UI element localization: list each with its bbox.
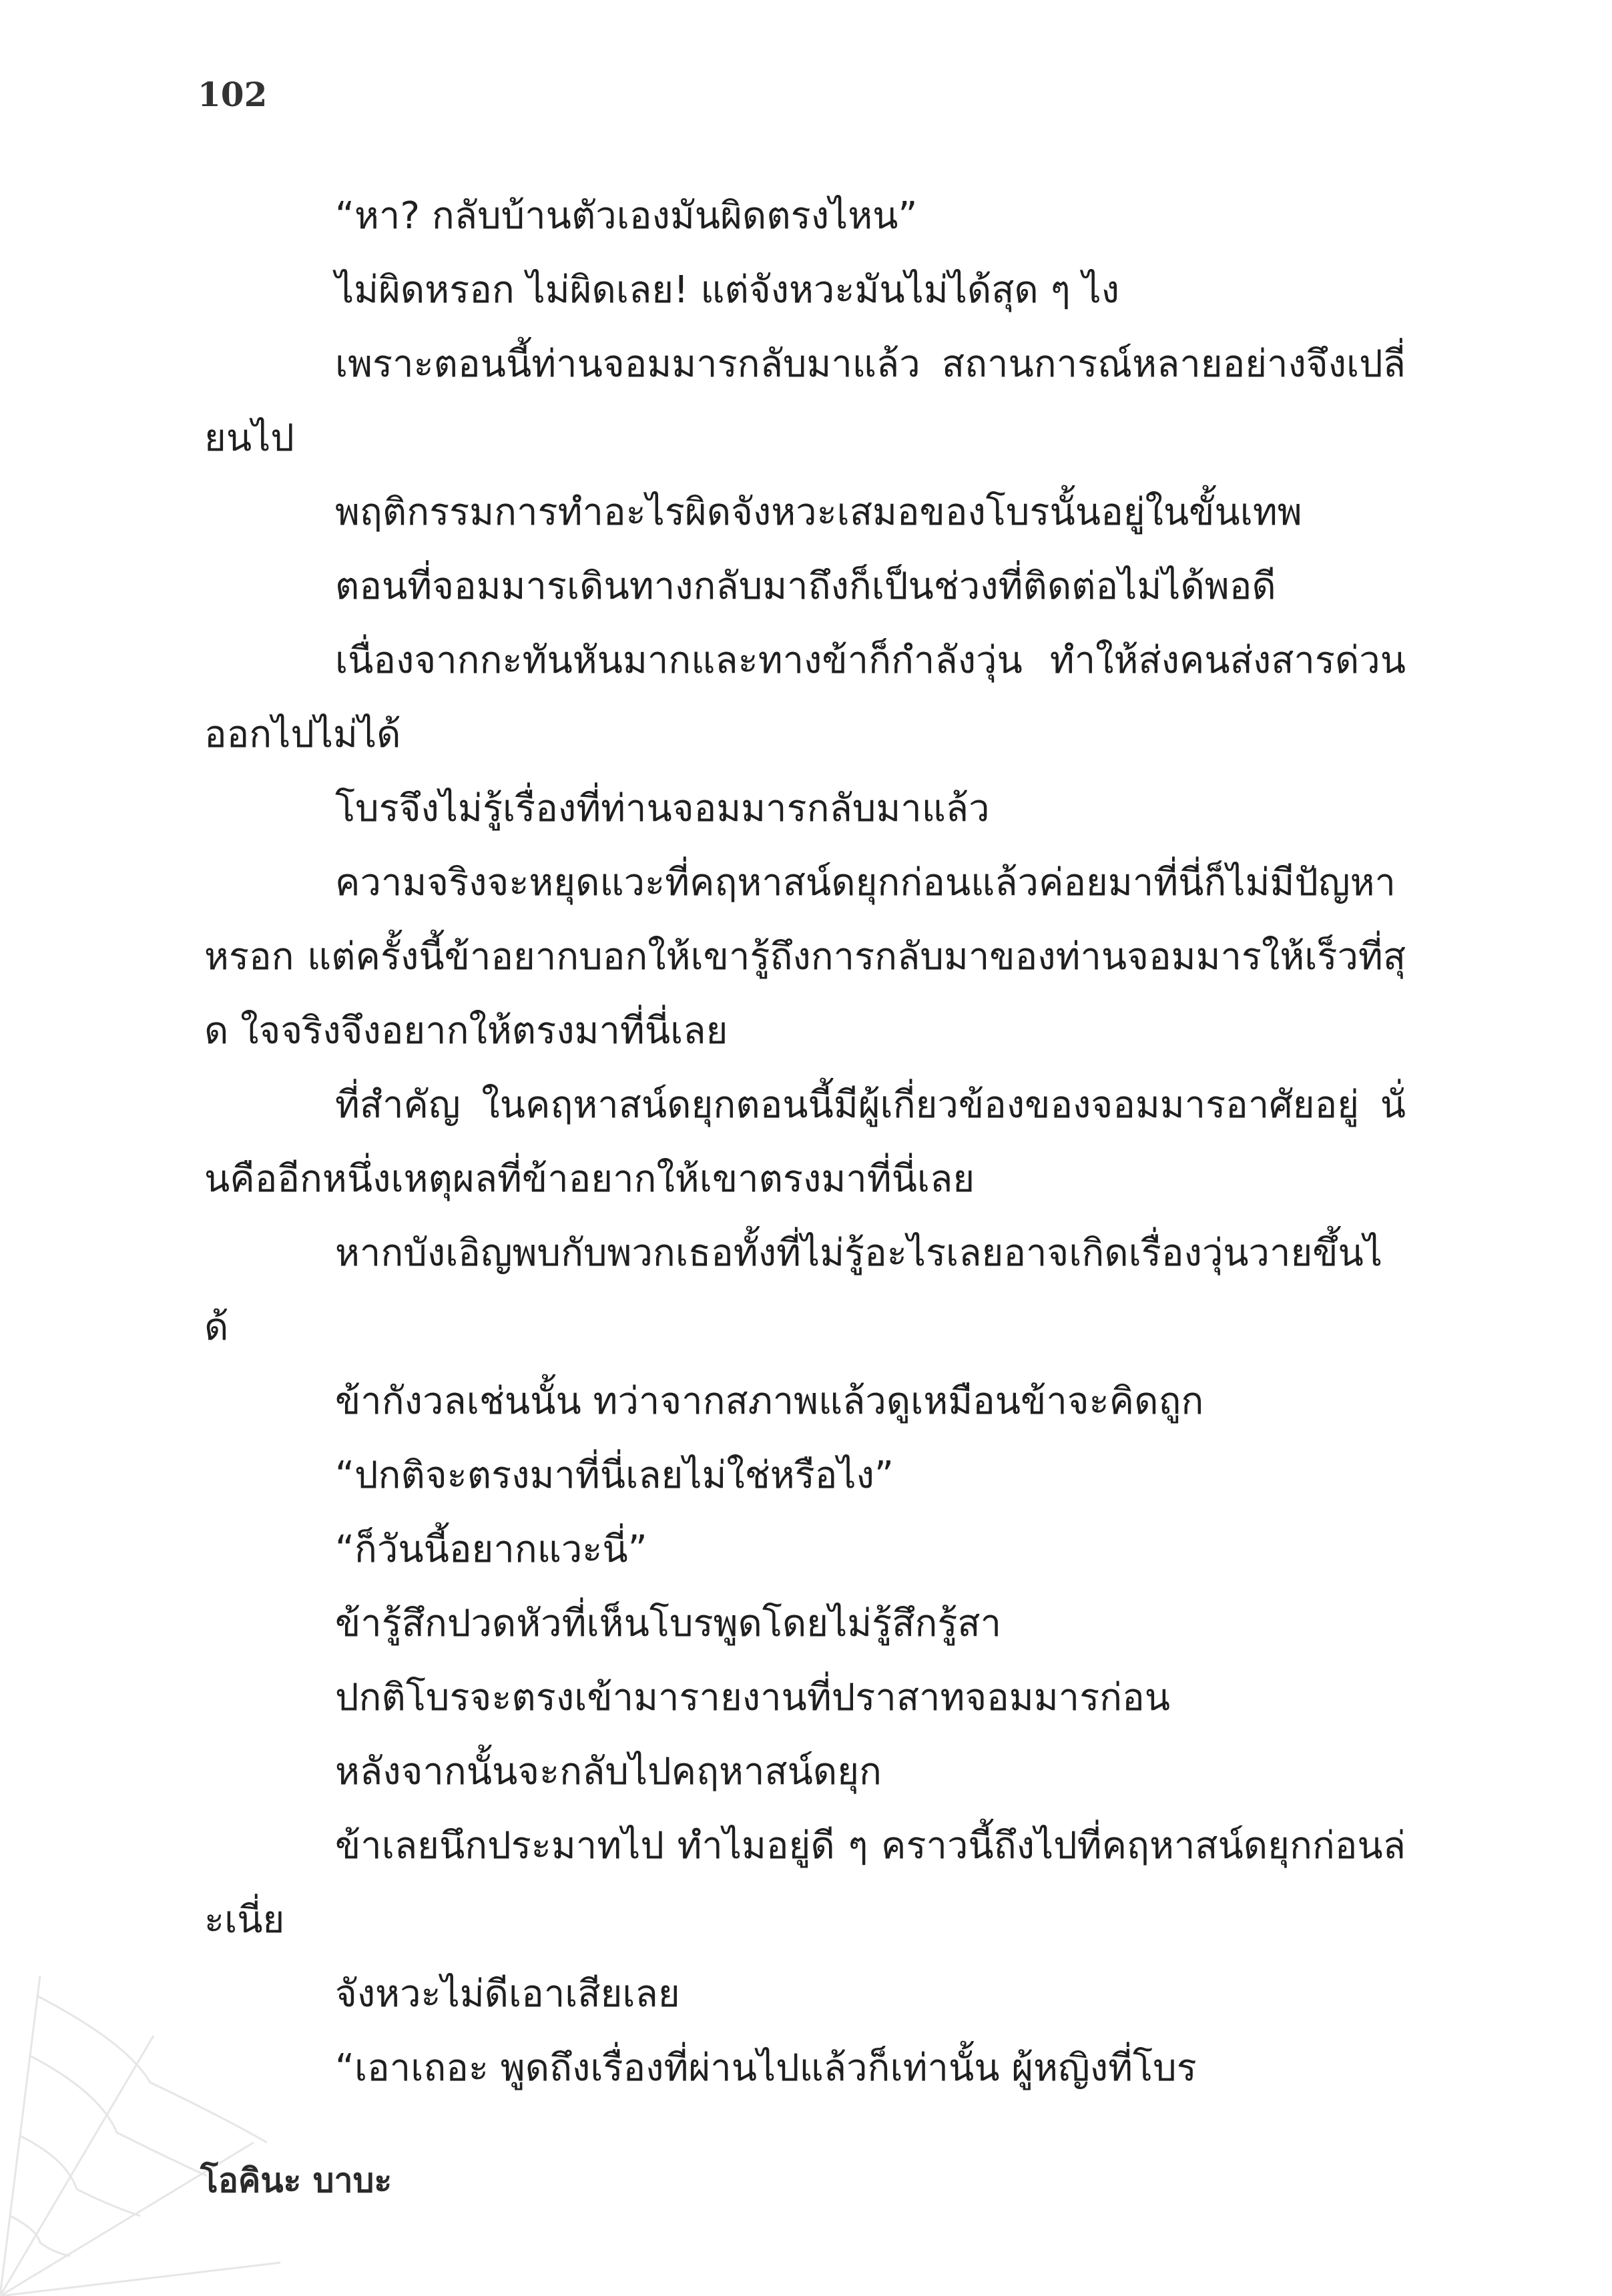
paragraph: “หา? กลับบ้านตัวเองมันผิดตรงไหน” [335,194,918,238]
paragraph: “เอาเถอะ พูดถึงเรื่องที่ผ่านไปแล้วก็เท่านั้น ผู้หญิงที่โบร [335,2046,1197,2090]
paragraph: โบรจึงไม่รู้เรื่องที่ท่านจอมมารกลับมาแล้ว [335,787,990,830]
paragraph: ข้ากังวลเช่นนั้น ทว่าจากสภาพแล้วดูเหมือนข้าจะคิดถูก [335,1380,1204,1423]
paragraph: ไม่ผิดหรอก ไม่ผิดเลย! แต่จังหวะมันไม่ได้สุด ๆ ไง [335,268,1119,312]
paragraph: “ปกติจะตรงมาที่นี่เลยไม่ใช่หรือไง” [335,1454,894,1497]
cobweb-decoration-icon [0,1976,280,2296]
paragraph: จังหวะไม่ดีเอาเสียเลย [335,1972,680,2016]
paragraph: ตอนที่จอมมารเดินทางกลับมาถึงก็เป็นช่วงที่ติดต่อไม่ได้พอดี [335,565,1276,608]
paragraph: ที่สำคัญ ในคฤหาสน์ดยุกตอนนี้มีผู้เกี่ยวข้องของจอมมารอาศัยอยู่ นั่นคืออีกหนึ่งเหตุผลที่ข้าอยากให้เขาตรงมาที่นี่เลย [204,1083,1406,1201]
paragraph: เพราะตอนนี้ท่านจอมมารกลับมาแล้ว สถานการณ์หลายอย่างจึงเปลี่ยนไป [204,342,1406,460]
paragraph: ข้าเลยนึกประมาทไป ทำไมอยู่ดี ๆ คราวนี้ถึงไปที่คฤหาสน์ดยุกก่อนล่ะเนี่ย [204,1824,1406,1942]
paragraph: ข้ารู้สึกปวดหัวที่เห็นโบรพูดโดยไม่รู้สึกรู้สา [335,1602,1002,1645]
paragraph: พฤติกรรมการทำอะไรผิดจังหวะเสมอของโบรนั้นอยู่ในขั้นเทพ [335,491,1302,534]
paragraph: หากบังเอิญพบกับพวกเธอทั้งที่ไม่รู้อะไรเลยอาจเกิดเรื่องวุ่นวายขึ้นได้ [204,1231,1382,1349]
paragraph: “ก็วันนี้อยากแวะนี่” [335,1528,647,1571]
paragraph: เนื่องจากกะทันหันมากและทางข้าก็กำลังวุ่น ทำให้ส่งคนส่งสารด่วนออกไปไม่ได้ [204,639,1406,756]
author-name: โอคินะ บาบะ [200,2161,392,2200]
paragraph: ความจริงจะหยุดแวะที่คฤหาสน์ดยุกก่อนแล้วค่อยมาที่นี่ก็ไม่มีปัญหาหรอก แต่ครั้งนี้ข้าอยากบอกให้เขารู้ถึงการกลับมาของท่านจอมมารให้เร็วที่สุด ใจจริงจึงอยากให้ตรงมาที่นี่เลย [204,861,1406,1053]
page-number: 102 [198,75,268,114]
paragraph: ปกติโบรจะตรงเข้ามารายงานที่ปราสาทจอมมารก่อน [335,1676,1170,1719]
body-text [204,179,1406,2105]
paragraph: หลังจากนั้นจะกลับไปคฤหาสน์ดยุก [335,1750,882,1793]
